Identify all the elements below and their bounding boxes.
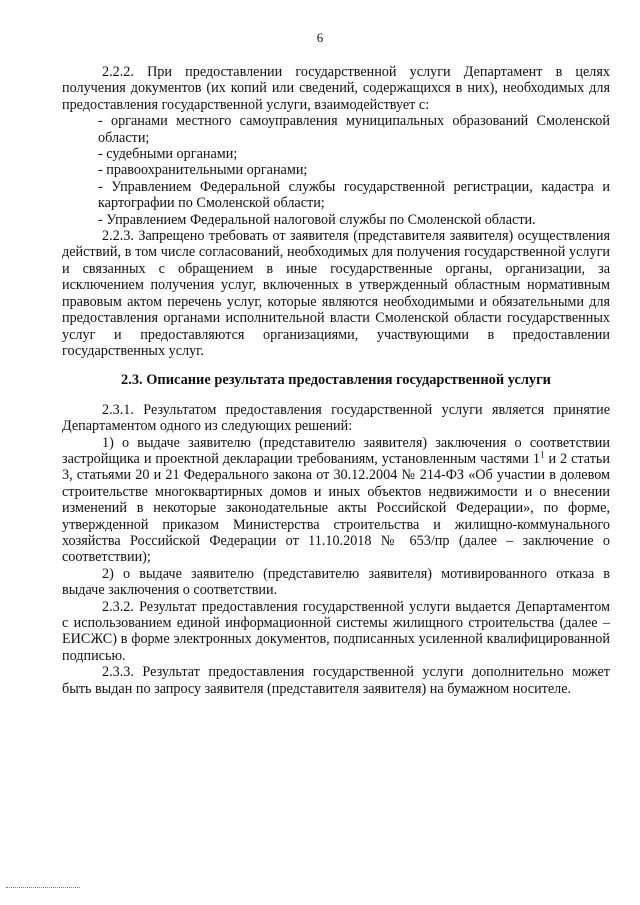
document-body	[62, 64, 610, 697]
page-number: 6	[316, 30, 324, 45]
decision-item-1-text-b: и 2 статьи 3, статьями 20 и 21 Федерального закона от 30.12.2004 № 214-ФЗ «Об участии в долевом строительстве многоквартирных домов и иных объектов недвижимости и о внесении изменений в некоторые законодательные акты Российской Федерации», по форме, утвержденной приказом Министерства строительства и жилищно-коммунального хозяйства Российской Федерации от 11.10.2018 № 653/пр (далее – заключение о соответствии);	[62, 450, 610, 566]
decision-item-1-text-a: 1) о выдаче заявителю (представителю заявителя) заключения о соответствии застройщика и проектной декларации требованиям, установленным частями 1	[62, 434, 610, 467]
list-item-local-government: - органами местного самоуправления муниципальных образований Смоленской области;	[98, 113, 610, 146]
decision-item-2: 2) о выдаче заявителю (представителю заявителя) мотивированного отказа в выдаче заключения о соответствии.	[62, 565, 610, 599]
paragraph-2-2-2: 2.2.2. При предоставлении государственной услуги Департамент в целях получения документов (их копий или сведений, содержащихся в них), необходимых для предоставления государственной услуги, взаимодействует с:	[62, 64, 610, 113]
list-item-courts: - судебными органами;	[98, 146, 238, 163]
list-item-law-enforcement: - правоохранительными органами;	[98, 162, 308, 179]
section-title: 2.3. Описание результата предоставления государственной услуги	[121, 372, 551, 389]
paragraph-2-2-3: 2.2.3. Запрещено требовать от заявителя (представителя заявителя) осуществления действий, в том числе согласований, необходимых для получения государственной услуги и связанных с обращением в иные государственные органы, организации, за исключением получения услуг, включенных в утвержденный областным нормативным правовым актом перечень услуг, которые являются необходимыми и обязательными для предоставления органами исполнительной власти Смоленской области государственных услуг и предоставляются организациями, участвующими в предоставлении государственных услуг.	[62, 228, 610, 359]
decision-item-1	[62, 435, 610, 566]
paragraph-2-3-1: 2.3.1. Результатом предоставления государственной услуги является принятие Департаментом одного из следующих решений:	[62, 401, 610, 435]
paragraph-2-3-2: 2.3.2. Результат предоставления государственной услуги выдается Департаментом с использованием единой информационной системы жилищного строительства (далее – ЕИСЖС) в форме электронных документов, подписанных усиленной квалифицированной подписью.	[62, 598, 610, 664]
paragraph-2-3-3: 2.3.3. Результат предоставления государственной услуги дополнительно может быть выдан по запросу заявителя (представителя заявителя) на бумажном носителе.	[62, 664, 610, 697]
footer-separator-line	[6, 887, 80, 888]
list-item-rosreestr: - Управлением Федеральной службы государственной регистрации, кадастра и картографии по Смоленской области;	[98, 178, 610, 212]
list-item-tax-service: - Управлением Федеральной налоговой службы по Смоленской области.	[98, 211, 536, 228]
superscript-footnote: 1	[540, 449, 545, 460]
